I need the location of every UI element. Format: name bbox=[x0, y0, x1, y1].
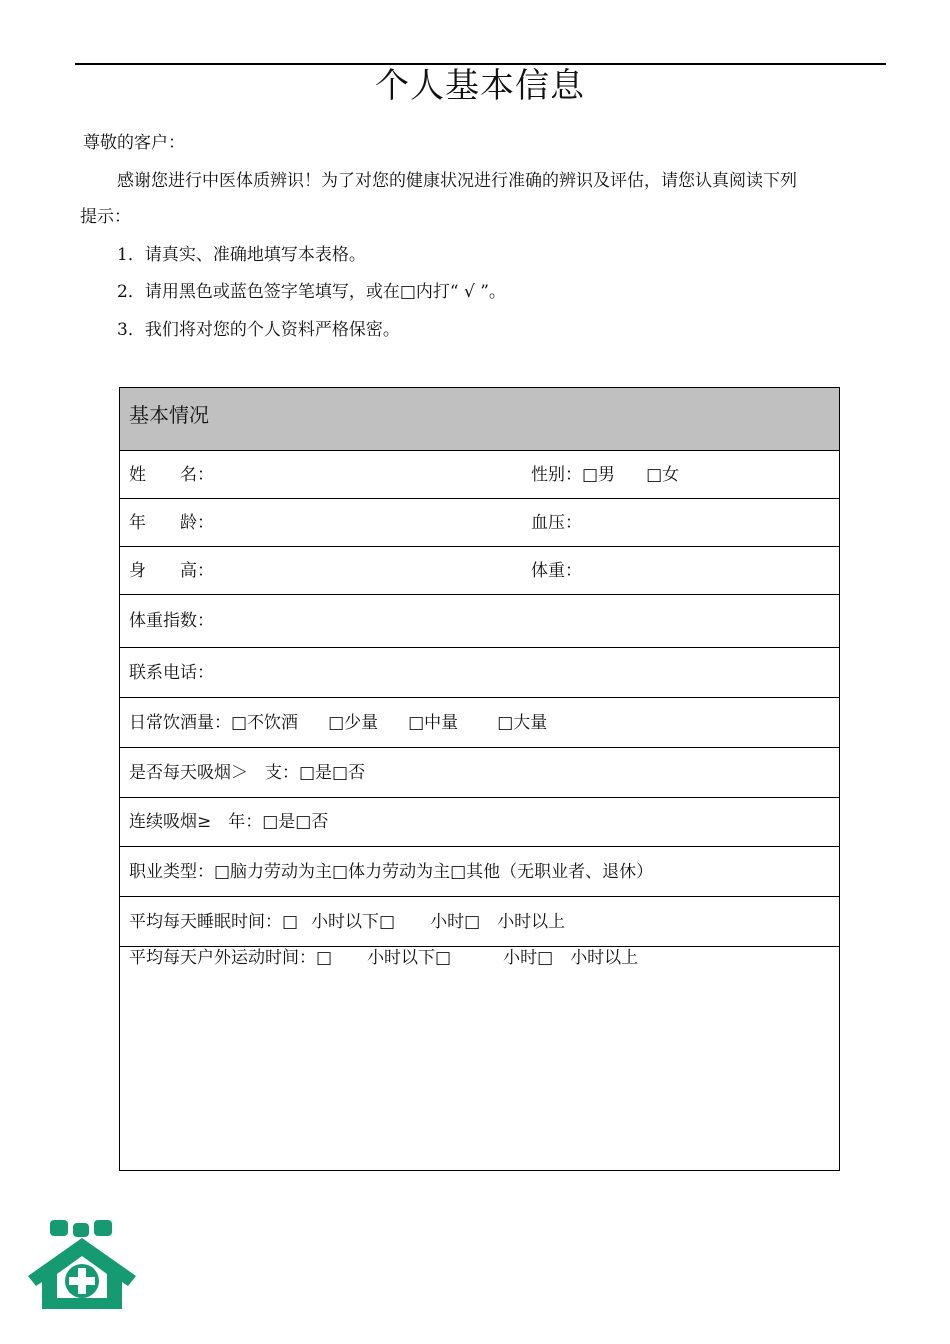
sleep-option-3: 小时以上 bbox=[497, 911, 566, 932]
gender-female-checkbox[interactable]: □女 bbox=[646, 464, 680, 485]
sleep-label[interactable]: 平均每天睡眠时间：□ bbox=[129, 911, 299, 932]
drinking-little-checkbox[interactable]: □少量 bbox=[328, 712, 379, 733]
name-field[interactable]: 姓 名： bbox=[129, 464, 214, 485]
row-smoking-years bbox=[120, 798, 839, 847]
drinking-field bbox=[129, 713, 547, 733]
sleep-field bbox=[129, 912, 565, 932]
drinking-medium-checkbox[interactable]: □中量 bbox=[408, 712, 459, 733]
row-phone bbox=[120, 648, 839, 698]
row-occupation bbox=[120, 847, 839, 897]
age-field[interactable]: 年 龄： bbox=[129, 512, 214, 533]
clinic-logo-icon bbox=[27, 1218, 137, 1310]
exercise-field bbox=[129, 948, 638, 968]
row-smoking-daily bbox=[120, 748, 839, 798]
intro-line-2: 提示： bbox=[80, 207, 131, 227]
row-bmi bbox=[120, 595, 839, 648]
sleep-option-2[interactable]: 小时□ bbox=[430, 911, 481, 932]
sleep-option-1[interactable]: 小时以下□ bbox=[311, 911, 396, 932]
tip-1: 1．请真实、准确地填写本表格。 bbox=[117, 245, 366, 265]
top-rule bbox=[75, 63, 886, 65]
exercise-option-1[interactable]: 小时以下□ bbox=[367, 948, 452, 968]
form-header: 基本情况 bbox=[120, 388, 839, 451]
weight-field[interactable]: 体重： bbox=[531, 560, 582, 581]
height-field[interactable]: 身 高： bbox=[129, 560, 214, 581]
gender-field bbox=[531, 465, 679, 485]
basic-info-form bbox=[119, 387, 840, 1171]
row-drinking bbox=[120, 698, 839, 748]
drinking-heavy-checkbox[interactable]: □大量 bbox=[497, 712, 548, 733]
row-name-gender bbox=[120, 451, 839, 499]
phone-field[interactable]: 联系电话： bbox=[129, 662, 214, 683]
blood-pressure-field[interactable]: 血压： bbox=[531, 512, 582, 533]
exercise-option-3: 小时以上 bbox=[570, 948, 639, 968]
intro-line-1: 感谢您进行中医体质辨识！为了对您的健康状况进行准确的辨识及评估，请您认真阅读下列 bbox=[117, 171, 797, 191]
page-title: 个人基本信息 bbox=[375, 66, 585, 106]
smoking-years-field[interactable]: 连续吸烟≥ 年：□是□否 bbox=[129, 812, 329, 832]
smoking-daily-field[interactable]: 是否每天吸烟＞ 支：□是□否 bbox=[129, 762, 366, 783]
gender-label: 性别： bbox=[531, 464, 582, 485]
row-age-blood-pressure bbox=[120, 499, 839, 547]
bmi-field[interactable]: 体重指数： bbox=[129, 611, 214, 631]
exercise-label[interactable]: 平均每天户外运动时间：□ bbox=[129, 948, 333, 968]
drinking-none-checkbox[interactable]: □不饮酒 bbox=[231, 712, 299, 733]
row-sleep bbox=[120, 897, 839, 947]
row-height-weight bbox=[120, 547, 839, 595]
salutation: 尊敬的客户： bbox=[83, 133, 185, 153]
occupation-field[interactable]: 职业类型：□脑力劳动为主□体力劳动为主□其他（无职业者、退休） bbox=[129, 861, 654, 882]
row-exercise bbox=[120, 947, 839, 1173]
gender-male-checkbox[interactable]: □男 bbox=[582, 464, 616, 485]
tip-3: 3．我们将对您的个人资料严格保密。 bbox=[117, 320, 400, 340]
drinking-label: 日常饮酒量： bbox=[129, 712, 231, 733]
tip-2: 2．请用黑色或蓝色签字笔填写，或在□内打“ √ ”。 bbox=[117, 282, 506, 302]
exercise-option-2[interactable]: 小时□ bbox=[503, 948, 554, 968]
